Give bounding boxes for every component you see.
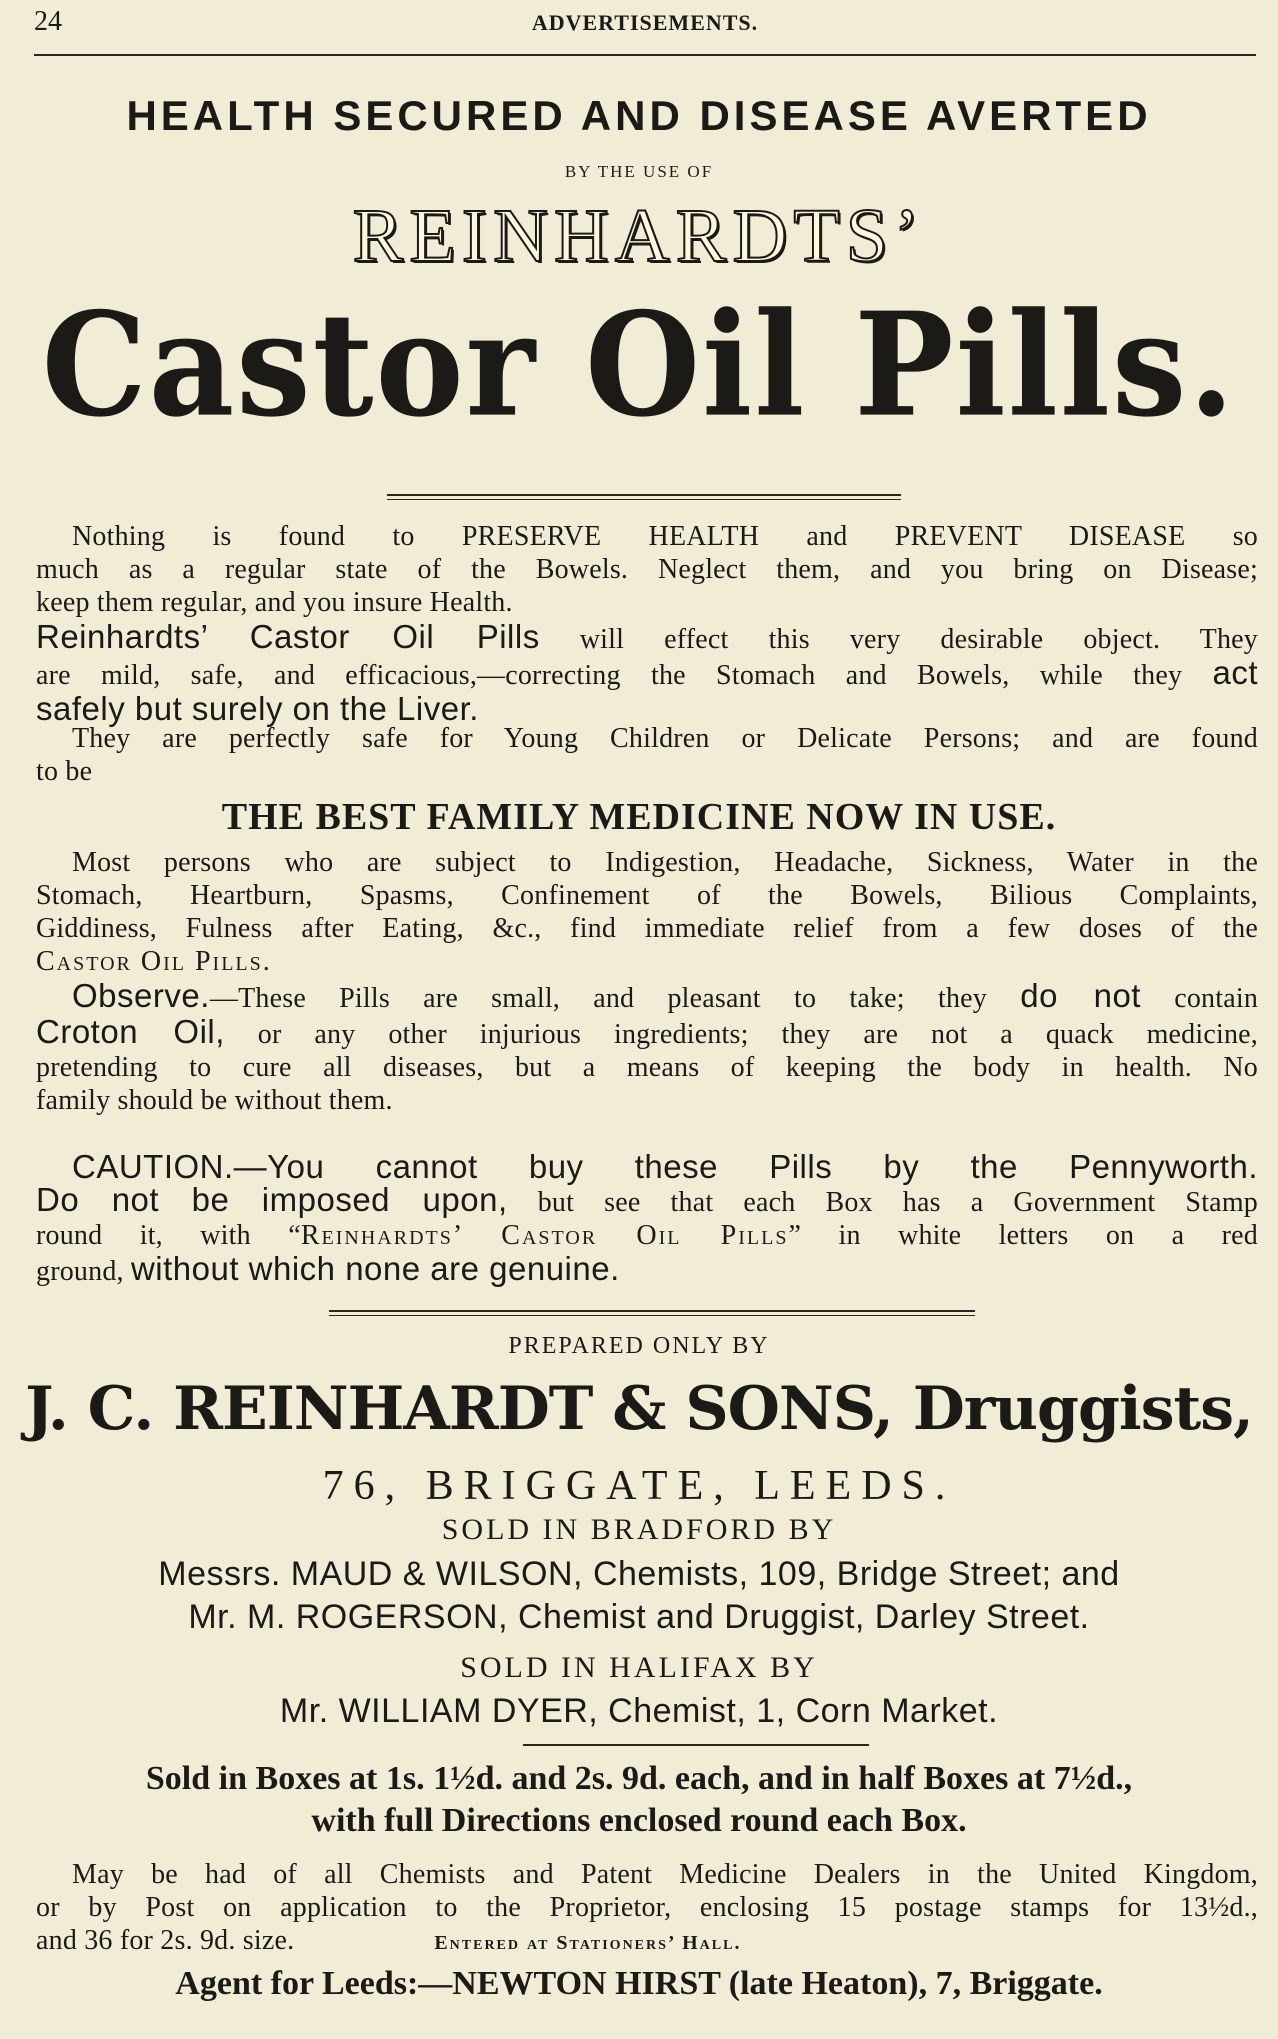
text-line xyxy=(36,620,1258,656)
text-line: Castor Oil Pills. xyxy=(36,946,272,977)
text-line xyxy=(36,1219,1258,1252)
paragraph-castor-oil-pills xyxy=(36,620,1258,725)
text-fragment: will effect this very desirable object. They xyxy=(579,624,1258,655)
maker-address: 76, BRIGGATE, LEEDS. xyxy=(322,1463,956,1509)
text-line: Giddiness, Fulness after Eating, &c., find immediate relief from a few doses of the xyxy=(36,913,1258,944)
family-medicine-heading: THE BEST FAMILY MEDICINE NOW IN USE. xyxy=(221,796,1057,838)
text-fragment: ground, xyxy=(36,1256,124,1287)
emphasis-text: without which none are genuine. xyxy=(130,1250,620,1287)
text-line: much as a regular state of the Bowels. Neglect them, and you bring on Disease; xyxy=(36,554,1258,585)
running-head xyxy=(34,6,1256,36)
halifax-heading: SOLD IN HALIFAX BY xyxy=(460,1651,818,1684)
text-fragment: contain xyxy=(1174,983,1259,1014)
text-line xyxy=(36,656,1258,692)
bradford-stockist-2: Mr. M. ROGERSON, Chemist and Druggist, Darley Street. xyxy=(188,1598,1090,1636)
paragraph-availability xyxy=(36,1858,1258,1960)
pricing-line-2: with full Directions enclosed round each Box. xyxy=(311,1802,967,1839)
halifax-stockist: Mr. WILLIAM DYER, Chemist, 1, Corn Market. xyxy=(279,1692,999,1730)
text-line: May be had of all Chemists and Patent Medicine Dealers in the United Kingdom, xyxy=(72,1859,1258,1890)
divider-rule-3 xyxy=(523,1744,869,1746)
observe-label: Observe. xyxy=(72,977,210,1014)
text-fragment: but see that each Box has a Government Stamp xyxy=(537,1187,1258,1218)
brand-name: REINHARDTS’ xyxy=(352,194,926,278)
divider-rule-2 xyxy=(329,1310,975,1316)
text-fragment: ” in white letters on a red xyxy=(788,1220,1258,1251)
emphasis-text: Croton Oil, xyxy=(36,1013,225,1050)
paragraph-observe xyxy=(36,979,1258,1117)
pricing-line-1: Sold in Boxes at 1s. 1½d. and 2s. 9d. each, and in half Boxes at 7½d., xyxy=(145,1760,1133,1797)
text-fragment: are mild, safe, and efficacious,—correcting the Stomach and Bowels, while they xyxy=(36,660,1183,691)
paragraph-indigestion xyxy=(36,846,1258,978)
text-line: They are perfectly safe for Young Children or Delicate Persons; and are found xyxy=(72,723,1258,754)
text-fragment: or any other injurious ingredients; they are not a quack medicine, xyxy=(257,1019,1258,1050)
emphasis-text: act xyxy=(1212,654,1258,691)
product-mention: Reinhardts’ Castor Oil Pills xyxy=(36,618,540,655)
text-line: family should be without them. xyxy=(36,1085,393,1116)
text-line: Stomach, Heartburn, Spasms, Confinement of the Bowels, Bilious Complaints, xyxy=(36,880,1258,911)
prepared-by-label: PREPARED ONLY BY xyxy=(508,1333,770,1359)
bradford-stockist-1: Messrs. MAUD & WILSON, Chemists, 109, Bridge Street; and xyxy=(158,1555,1120,1593)
paragraph-safe-for-children xyxy=(36,722,1258,788)
text-fragment: and 36 for 2s. 9d. size. xyxy=(36,1925,295,1956)
text-line xyxy=(36,1015,1258,1051)
running-title: ADVERTISEMENTS. xyxy=(531,10,759,35)
text-line: pretending to cure all diseases, but a means of keeping the body in health. No xyxy=(36,1052,1258,1083)
page-number: 24 xyxy=(34,6,62,37)
text-fragment: round it, with “ xyxy=(36,1220,301,1251)
maker-name: J. C. REINHARDT & SONS, Druggists, xyxy=(25,1374,1253,1444)
text-line xyxy=(36,979,1258,1015)
header-rule xyxy=(34,54,1256,56)
text-line: to be xyxy=(36,756,93,787)
stationers-hall-notice: Entered at Stationers’ Hall. xyxy=(434,1932,742,1954)
text-line: safely but surely on the Liver. xyxy=(36,690,479,727)
text-fragment: —These Pills are small, and pleasant to take; they xyxy=(209,983,987,1014)
text-line xyxy=(36,1183,1258,1219)
emphasis-text: Do not be imposed upon, xyxy=(36,1181,508,1218)
text-line: keep them regular, and you insure Health. xyxy=(36,587,513,618)
text-line: Most persons who are subject to Indigestion, Headache, Sickness, Water in the xyxy=(72,847,1258,878)
product-name: Castor Oil Pills. xyxy=(41,281,1237,450)
bradford-heading: SOLD IN BRADFORD BY xyxy=(441,1513,837,1546)
paragraph-preserve-health xyxy=(36,520,1258,619)
caution-heading: CAUTION.—You cannot buy these Pills by the Pennyworth. xyxy=(72,1148,1258,1185)
headline-by-the-use-of: BY THE USE OF xyxy=(564,162,714,181)
headline-health: HEALTH SECURED AND DISEASE AVERTED xyxy=(126,92,1152,139)
emphasis-text: do not xyxy=(1020,977,1141,1014)
divider-rule-1 xyxy=(387,494,901,500)
stamp-text: Reinhardts’ Castor Oil Pills xyxy=(300,1220,789,1251)
paragraph-caution xyxy=(36,1150,1258,1288)
text-line xyxy=(36,1252,1258,1288)
text-line: or by Post on application to the Proprietor, enclosing 15 postage stamps for 13½d., xyxy=(36,1892,1258,1923)
text-line: Nothing is found to PRESERVE HEALTH and PREVENT DISEASE so xyxy=(72,521,1258,552)
text-line xyxy=(36,1924,1258,1960)
agent-for-leeds: Agent for Leeds:—NEWTON HIRST (late Heaton), 7, Briggate. xyxy=(175,1965,1103,2002)
